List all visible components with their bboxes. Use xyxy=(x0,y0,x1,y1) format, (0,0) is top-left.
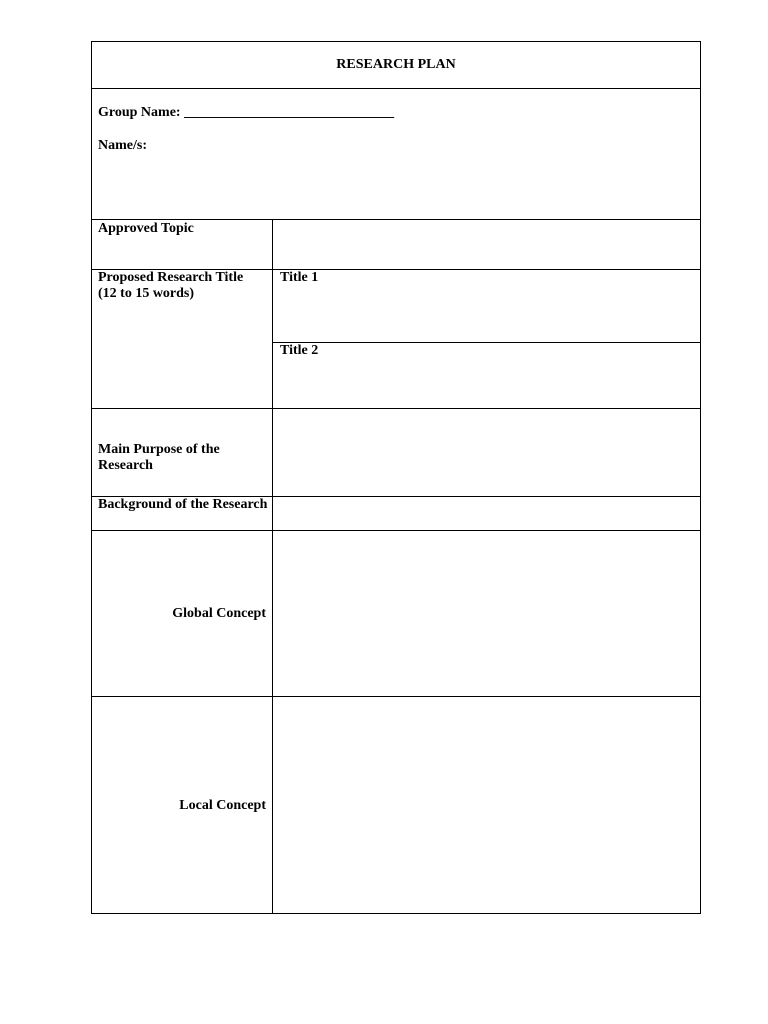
research-plan-table xyxy=(91,41,701,914)
background-label: Background of the Research xyxy=(98,497,268,512)
global-concept-label: Global Concept xyxy=(172,606,266,621)
group-name-label: Group Name: ______________________________ xyxy=(98,105,395,120)
title2-cell[interactable] xyxy=(273,359,700,408)
proposed-title-sublabel: (12 to 15 words) xyxy=(98,286,195,301)
title1-cell[interactable] xyxy=(273,286,700,341)
main-purpose-sublabel: Research xyxy=(98,458,153,473)
divider xyxy=(272,342,700,343)
title1-label: Title 1 xyxy=(280,270,319,285)
approved-topic-label: Approved Topic xyxy=(98,221,194,236)
global-concept-cell[interactable] xyxy=(273,531,700,696)
divider xyxy=(92,88,700,89)
main-purpose-label: Main Purpose of the xyxy=(98,442,220,457)
approved-topic-cell[interactable] xyxy=(273,220,700,269)
local-concept-cell[interactable] xyxy=(273,697,700,913)
form-title: RESEARCH PLAN xyxy=(336,57,456,72)
title2-label: Title 2 xyxy=(280,343,319,358)
local-concept-label: Local Concept xyxy=(179,798,266,813)
main-purpose-cell[interactable] xyxy=(273,409,700,496)
names-label: Name/s: xyxy=(98,138,147,153)
background-cell[interactable] xyxy=(273,497,700,530)
proposed-title-label: Proposed Research Title xyxy=(98,270,244,285)
